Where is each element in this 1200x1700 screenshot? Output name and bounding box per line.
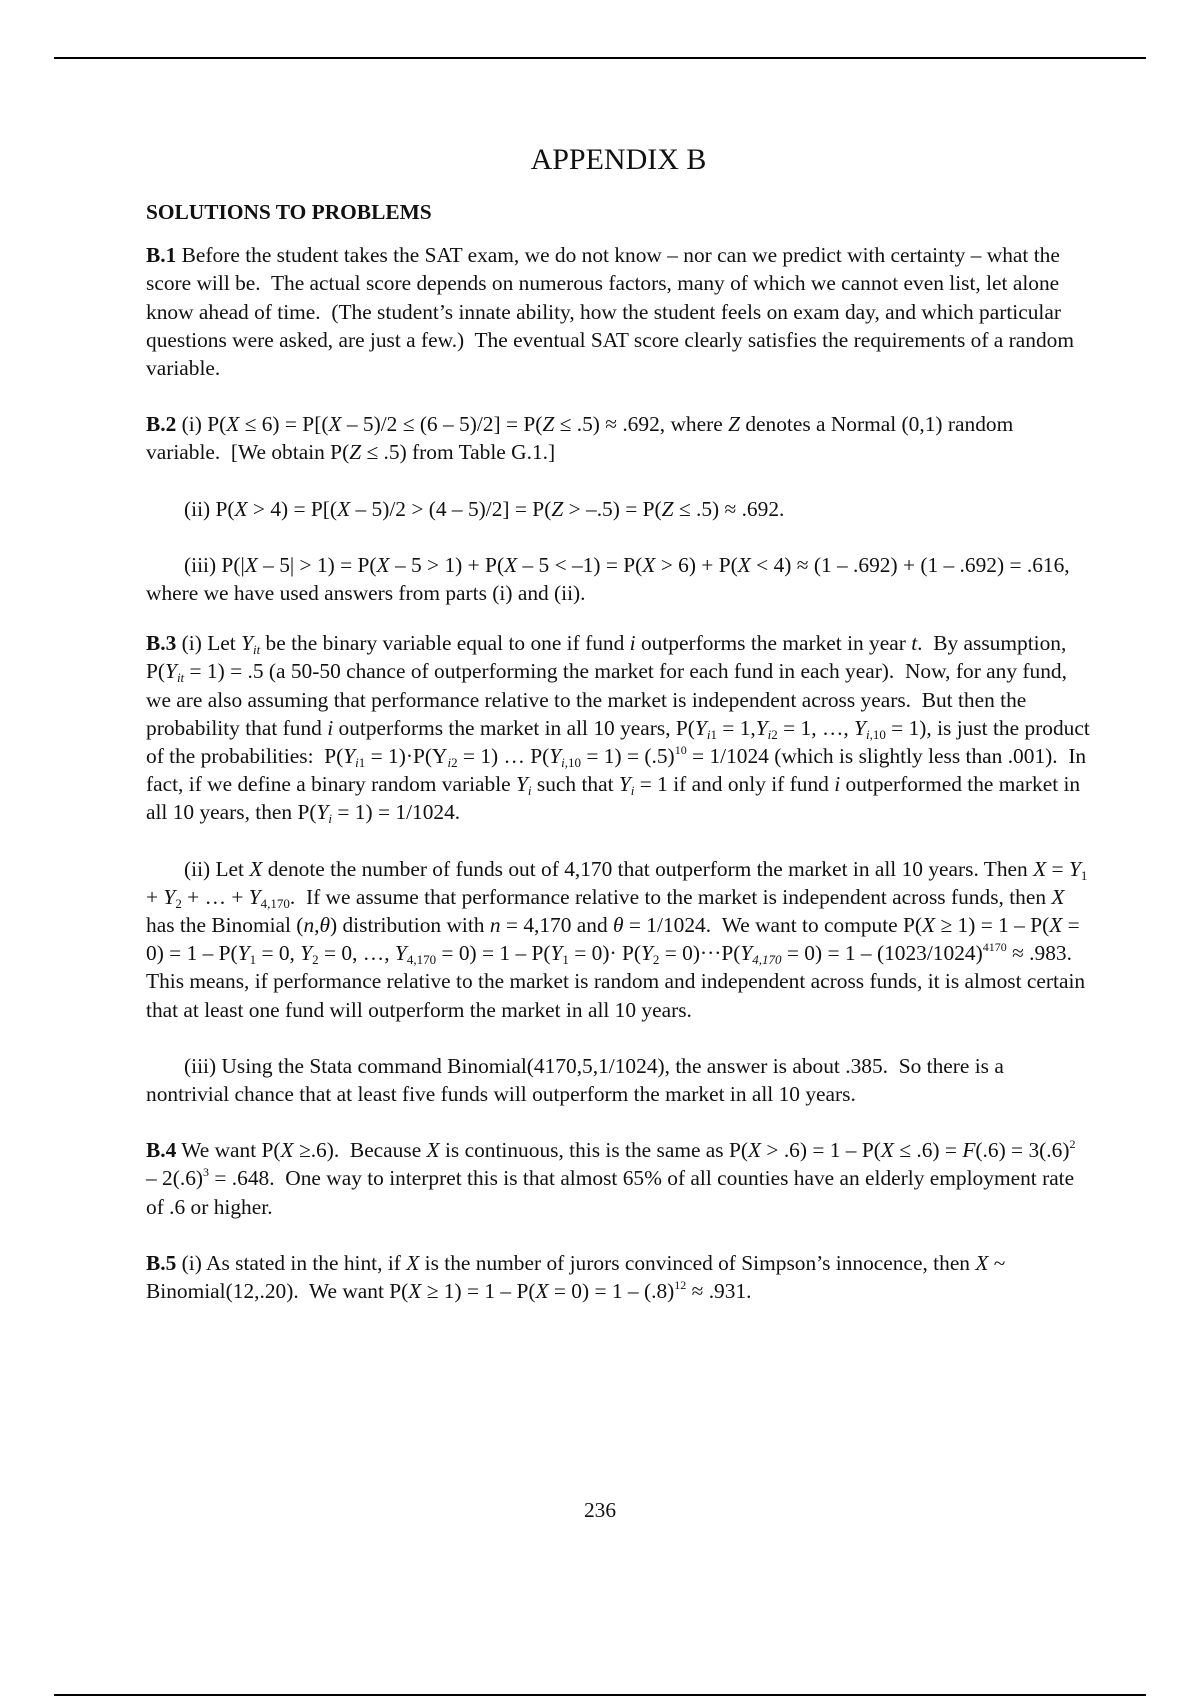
- problem-b4: B.4 We want P(X ≥.6). Because X is continuous, this is the same as $P(X > .6) = 1 - P(X \le .6) = F(.6) = 3(.6)^2 - 2(.6)^3 = .648$. One way to interpret this is that almost 65% of all counties have an elderly employment rate of .6 or higher.: [146, 1137, 1076, 1219]
- problem-b2-part-i: B.2 (i) P(X ≤ 6) = P[(X – 5)/2 ≤ (6 – 5)/2] = P(Z ≤ .5) ≈ .692, where Z denotes a Normal (0,1) random variable. [We obtain P(Z ≤ .5) from Table G.1.]: [146, 412, 1014, 465]
- problem-label: B.4: [146, 1138, 177, 1163]
- page-number: 236: [583, 1498, 617, 1522]
- problem-label: B.2: [146, 412, 177, 437]
- problem-label: B.3: [146, 631, 177, 656]
- top-rule: [54, 57, 1146, 59]
- problem-b3-part-ii: (ii) Let X denote the number of funds out of 4,170 that outperform the market in all 10 years. Then $X = Y_1 + Y_2$ + … + $Y_{4,170}$. If we assume that performance relative to the market is independent across funds, then X has the Binomial (n,θ) distribution with n = 4,170 and θ = 1/1024. We want to compute $P(X \ge 1) = 1 - P(X = 0) = 1 - P(Y_1 = 0$, $Y_2 = 0$, …, $Y_{4,170} = 0) = 1 - P(Y_1 = 0)\cdot P(Y_2 = 0)\cdot\cdot\cdot P(Y_{4,170} = 0) = 1 - (1023/1024)^{4170} \approx .983$. This means, if performance relative to the market is random and independent across funds, it is almost certain that at least one fund will outperform the market in all 10 years.: [146, 856, 1088, 1022]
- problem-label: B.5: [146, 1250, 177, 1275]
- problem-b3-part-i: B.3 (i) Let $Y_{it}$ be the binary variable equal to one if fund i outperforms the market in year t. By assumption, $P(Y_{it} = 1) = .5$ (a 50-50 chance of outperforming the market for each fund in each year). Now, for any fund, we are also assuming that performance relative to the market is independent across years. But then the probability that fund i outperforms the market in all 10 years, $P(Y_{i1} = 1,Y_{i2} = 1$, …, $Y_{i,10} = 1$), is just the product of the probabilities: $P(Y_{i1} = 1)\cdot P(Y_{i2} = 1)$ … $P(Y_{i,10} = 1) = (.5)^{10} = 1/1024$ (which is slightly less than .001). In fact, if we define a binary random variable $Y_i$ such that $Y_i = 1$ if and only if fund i outperformed the market in all 10 years, then $P(Y_i = 1) = 1/1024$.: [146, 631, 1090, 827]
- problem-b3-part-iii: (iii) Using the Stata command Binomial(4170,5,1/1024), the answer is about .385. So there is a nontrivial chance that at least five funds will outperform the market in all 10 years.: [146, 1053, 1004, 1107]
- bottom-rule: [54, 1694, 1146, 1696]
- page-content: [146, 140, 1091, 1333]
- problem-b2-part-ii: (ii) P(X > 4) = P[(X – 5)/2 > (4 – 5)/2] = P(Z > –.5) = P(Z ≤ .5) ≈ .692.: [184, 496, 785, 521]
- problem-b5-part-i: B.5 (i) As stated in the hint, if X is the number of jurors convinced of Simpson’s innocence, then X ~ Binomial(12,.20). We want $P(X \ge 1) = 1 - P(X = 0) = 1 - (.8)^{12} \approx .931$.: [146, 1250, 1006, 1304]
- problem-b2-part-iii: (iii) P(|X – 5| > 1) = P(X – 5 > 1) + P(X – 5 < –1) = P(X > 6) + P(X < 4) ≈ (1 – .692) + (1 – .692) = .616, where we have used answers from parts (i) and (ii).: [146, 552, 1070, 606]
- appendix-title: APPENDIX B: [530, 143, 707, 176]
- problem-label: B.1: [146, 243, 177, 268]
- problem-b1: B.1 Before the student takes the SAT exam, we do not know – nor can we predict with certainty – what the score will be. The actual score depends on numerous factors, many of which we cannot even list, let alone know ahead of time. (The student’s innate ability, how the student feels on exam day, and which particular questions were asked, are just a few.) The eventual SAT score clearly satisfies the requirements of a random variable.: [146, 243, 1074, 381]
- section-heading: SOLUTIONS TO PROBLEMS: [146, 200, 432, 224]
